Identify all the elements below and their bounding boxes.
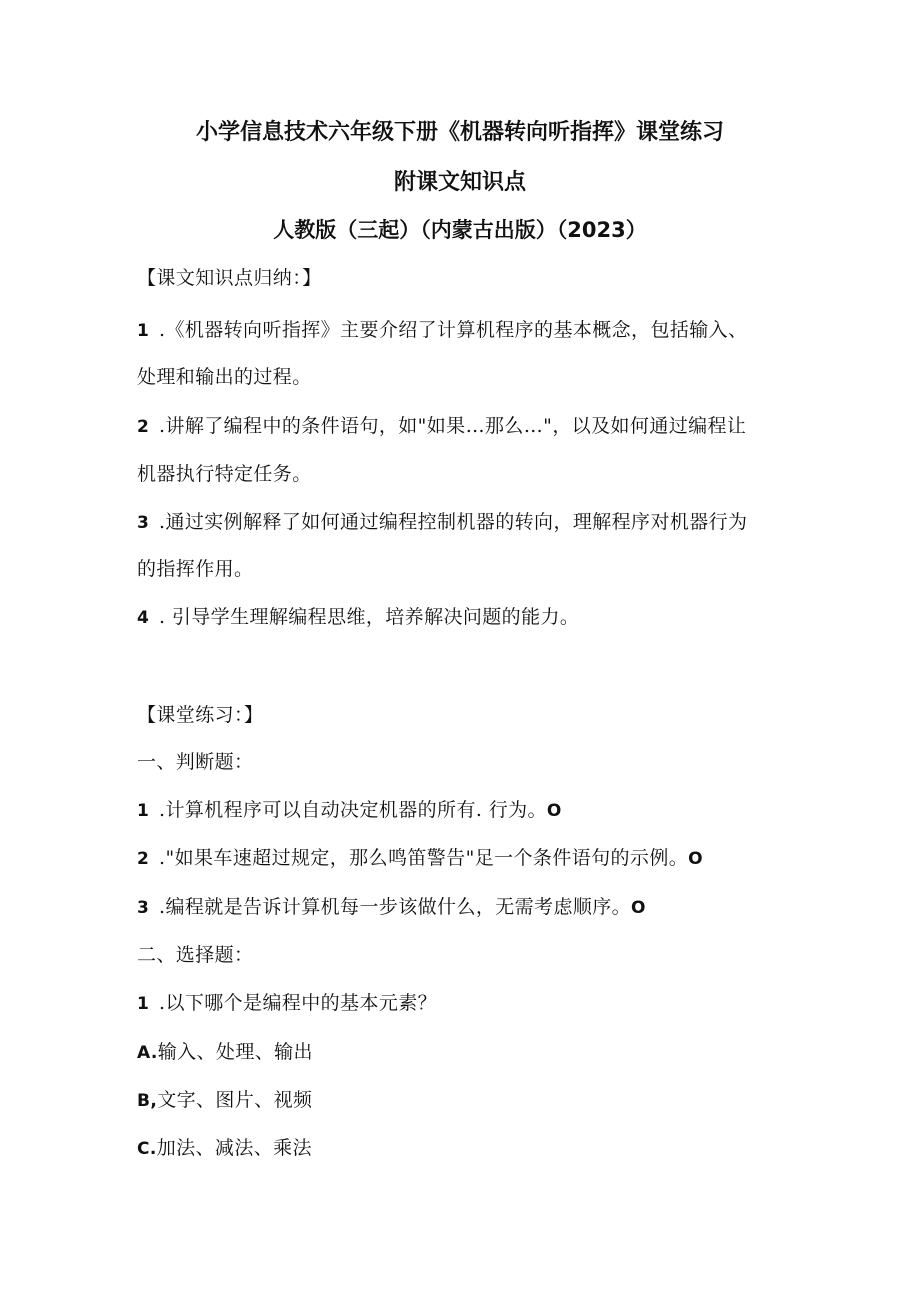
item-number: 1 (137, 994, 150, 1014)
item-number: 4 (137, 608, 150, 628)
knowledge-item-4 (137, 603, 787, 632)
item-number: 2 (137, 417, 150, 437)
item-number: 3 (137, 513, 150, 533)
item-text: .《机器转向听指挥》主要介绍了计算机程序的基本概念，包括输入、 (159, 319, 748, 341)
option-text: 文字、图片、视频 (157, 1089, 313, 1111)
choice-option-a (137, 1038, 787, 1067)
item-text: . 引导学生理解编程思维，培养解决问题的能力。 (159, 606, 580, 628)
knowledge-item-3 (137, 508, 787, 537)
answer-mark: O (688, 849, 703, 869)
knowledge-item-2 (137, 412, 787, 441)
true-false-item-2 (137, 844, 787, 873)
item-number: 2 (137, 849, 150, 869)
item-text: .讲解了编程中的条件语句，如"如果…那么…"，以及如何通过编程让 (159, 415, 747, 437)
true-false-item-3 (137, 893, 787, 922)
item-number: 1 (137, 321, 150, 341)
item-text: ."如果车速超过规定，那么鸣笛警告"足一个条件语句的示例。 (159, 847, 689, 869)
knowledge-item-1 (137, 316, 787, 345)
option-label: A. (137, 1043, 158, 1063)
option-text: 输入、处理、输出 (157, 1041, 313, 1063)
item-text: .计算机程序可以自动决定机器的所有. 行为。 (159, 799, 547, 821)
choice-option-c (137, 1134, 787, 1163)
item-text: .通过实例解释了如何通过编程控制机器的转向，理解程序对机器行为 (159, 511, 748, 533)
true-false-item-1 (137, 796, 787, 825)
answer-mark: O (631, 898, 646, 918)
document-subtitle: 附课文知识点 (393, 170, 526, 195)
choice-option-b (137, 1086, 787, 1115)
knowledge-heading: 【课文知识点归纳：】 (137, 267, 322, 289)
section-choice-title: 二、选择题： (137, 944, 254, 966)
item-text: .以下哪个是编程中的基本元素？ (159, 992, 438, 1014)
choice-question-1 (137, 989, 787, 1018)
item-number: 3 (137, 898, 150, 918)
knowledge-item-3-cont: 的指挥作用。 (137, 558, 254, 580)
section-true-false-title: 一、判断题： (137, 751, 254, 773)
knowledge-item-1-cont: 处理和输出的过程。 (137, 366, 312, 388)
option-label: C. (137, 1139, 157, 1159)
option-text: 加法、减法、乘法 (156, 1137, 312, 1159)
answer-mark: O (546, 801, 562, 821)
document-edition: 人教版（三起）（内蒙古出版）（2023） (273, 218, 647, 242)
item-text: .编程就是告诉计算机每一步该做什么，无需考虑顺序。 (159, 896, 632, 918)
document-title: 小学信息技术六年级下册《机器转向听指挥》课堂练习 (195, 120, 724, 145)
knowledge-item-2-cont: 机器执行特定任务。 (137, 463, 312, 485)
option-label: B, (137, 1091, 158, 1111)
exercise-heading: 【课堂练习：】 (137, 704, 264, 726)
item-number: 1 (137, 801, 150, 821)
